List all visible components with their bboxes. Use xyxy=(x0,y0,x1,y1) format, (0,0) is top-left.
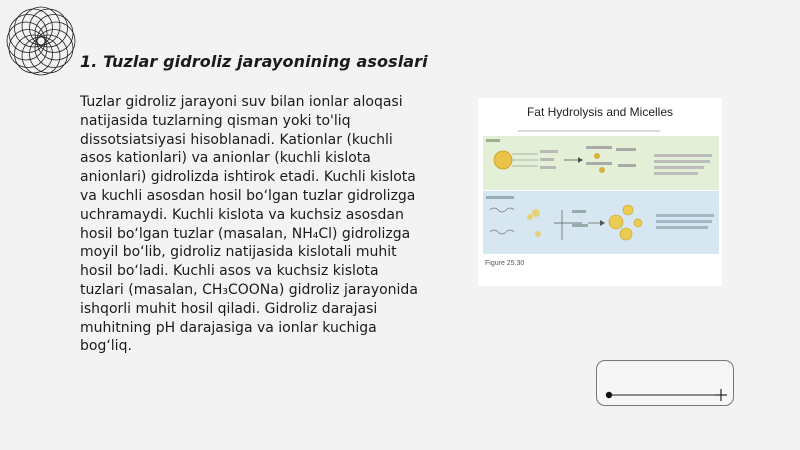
rosette-ring xyxy=(35,15,73,53)
fat-hydrolysis-figure xyxy=(478,98,722,286)
figure-illustration xyxy=(478,98,722,286)
plus-icon[interactable] xyxy=(715,389,727,401)
rosette-ring xyxy=(37,22,75,60)
rosette-ring xyxy=(7,22,45,60)
figure-title: Fat Hydrolysis and Micelles xyxy=(526,105,674,119)
rosette-logo xyxy=(4,4,78,78)
rosette-ring xyxy=(30,35,68,73)
figure-caption: Figure 25.30 xyxy=(485,260,525,267)
rosette-ring xyxy=(35,30,73,68)
rosette-ring xyxy=(9,15,47,53)
rosette-ring xyxy=(15,35,53,73)
slide-body-text: Tuzlar gidroliz jarayoni suv bilan ionlar aloqasi natijasida tuzlarning qisman yoki to'liq dissotsiatsiyasi hisoblanadi. Kationlar (kuchli asos kationlari) va anionlar (kuchli kislota anionlari) gidrolizda ishtirok etadi. Kuchli kislota va kuchli asosdan hosil bo‘lgan tuzlar gidrolizga uchramaydi. Kuchli kislota va kuchsiz asosdan hosil bo‘lgan tuzlar (masalan, NH₄Cl) gidrolizga moyil bo‘lib, gidroliz natijasida kislotali muhit hosil bo‘ladi. Kuchli asos va kuchsiz kislota tuzlari (masalan, CH₃COONa) gidroliz jarayonida ishqorli muhit hosil qiladi. Gidroliz darajasi muhitning pH darajasiga va ionlar kuchiga bog‘liq. xyxy=(80,94,418,355)
rosette-ring xyxy=(30,9,68,47)
rosette-ring xyxy=(15,9,53,47)
rosette-ring xyxy=(22,7,60,45)
media-player-control[interactable] xyxy=(596,360,734,406)
rosette-ring xyxy=(9,30,47,68)
slide-title: 1. Tuzlar gidroliz jarayonining asoslari xyxy=(80,52,428,71)
rosette-ring xyxy=(22,37,60,75)
